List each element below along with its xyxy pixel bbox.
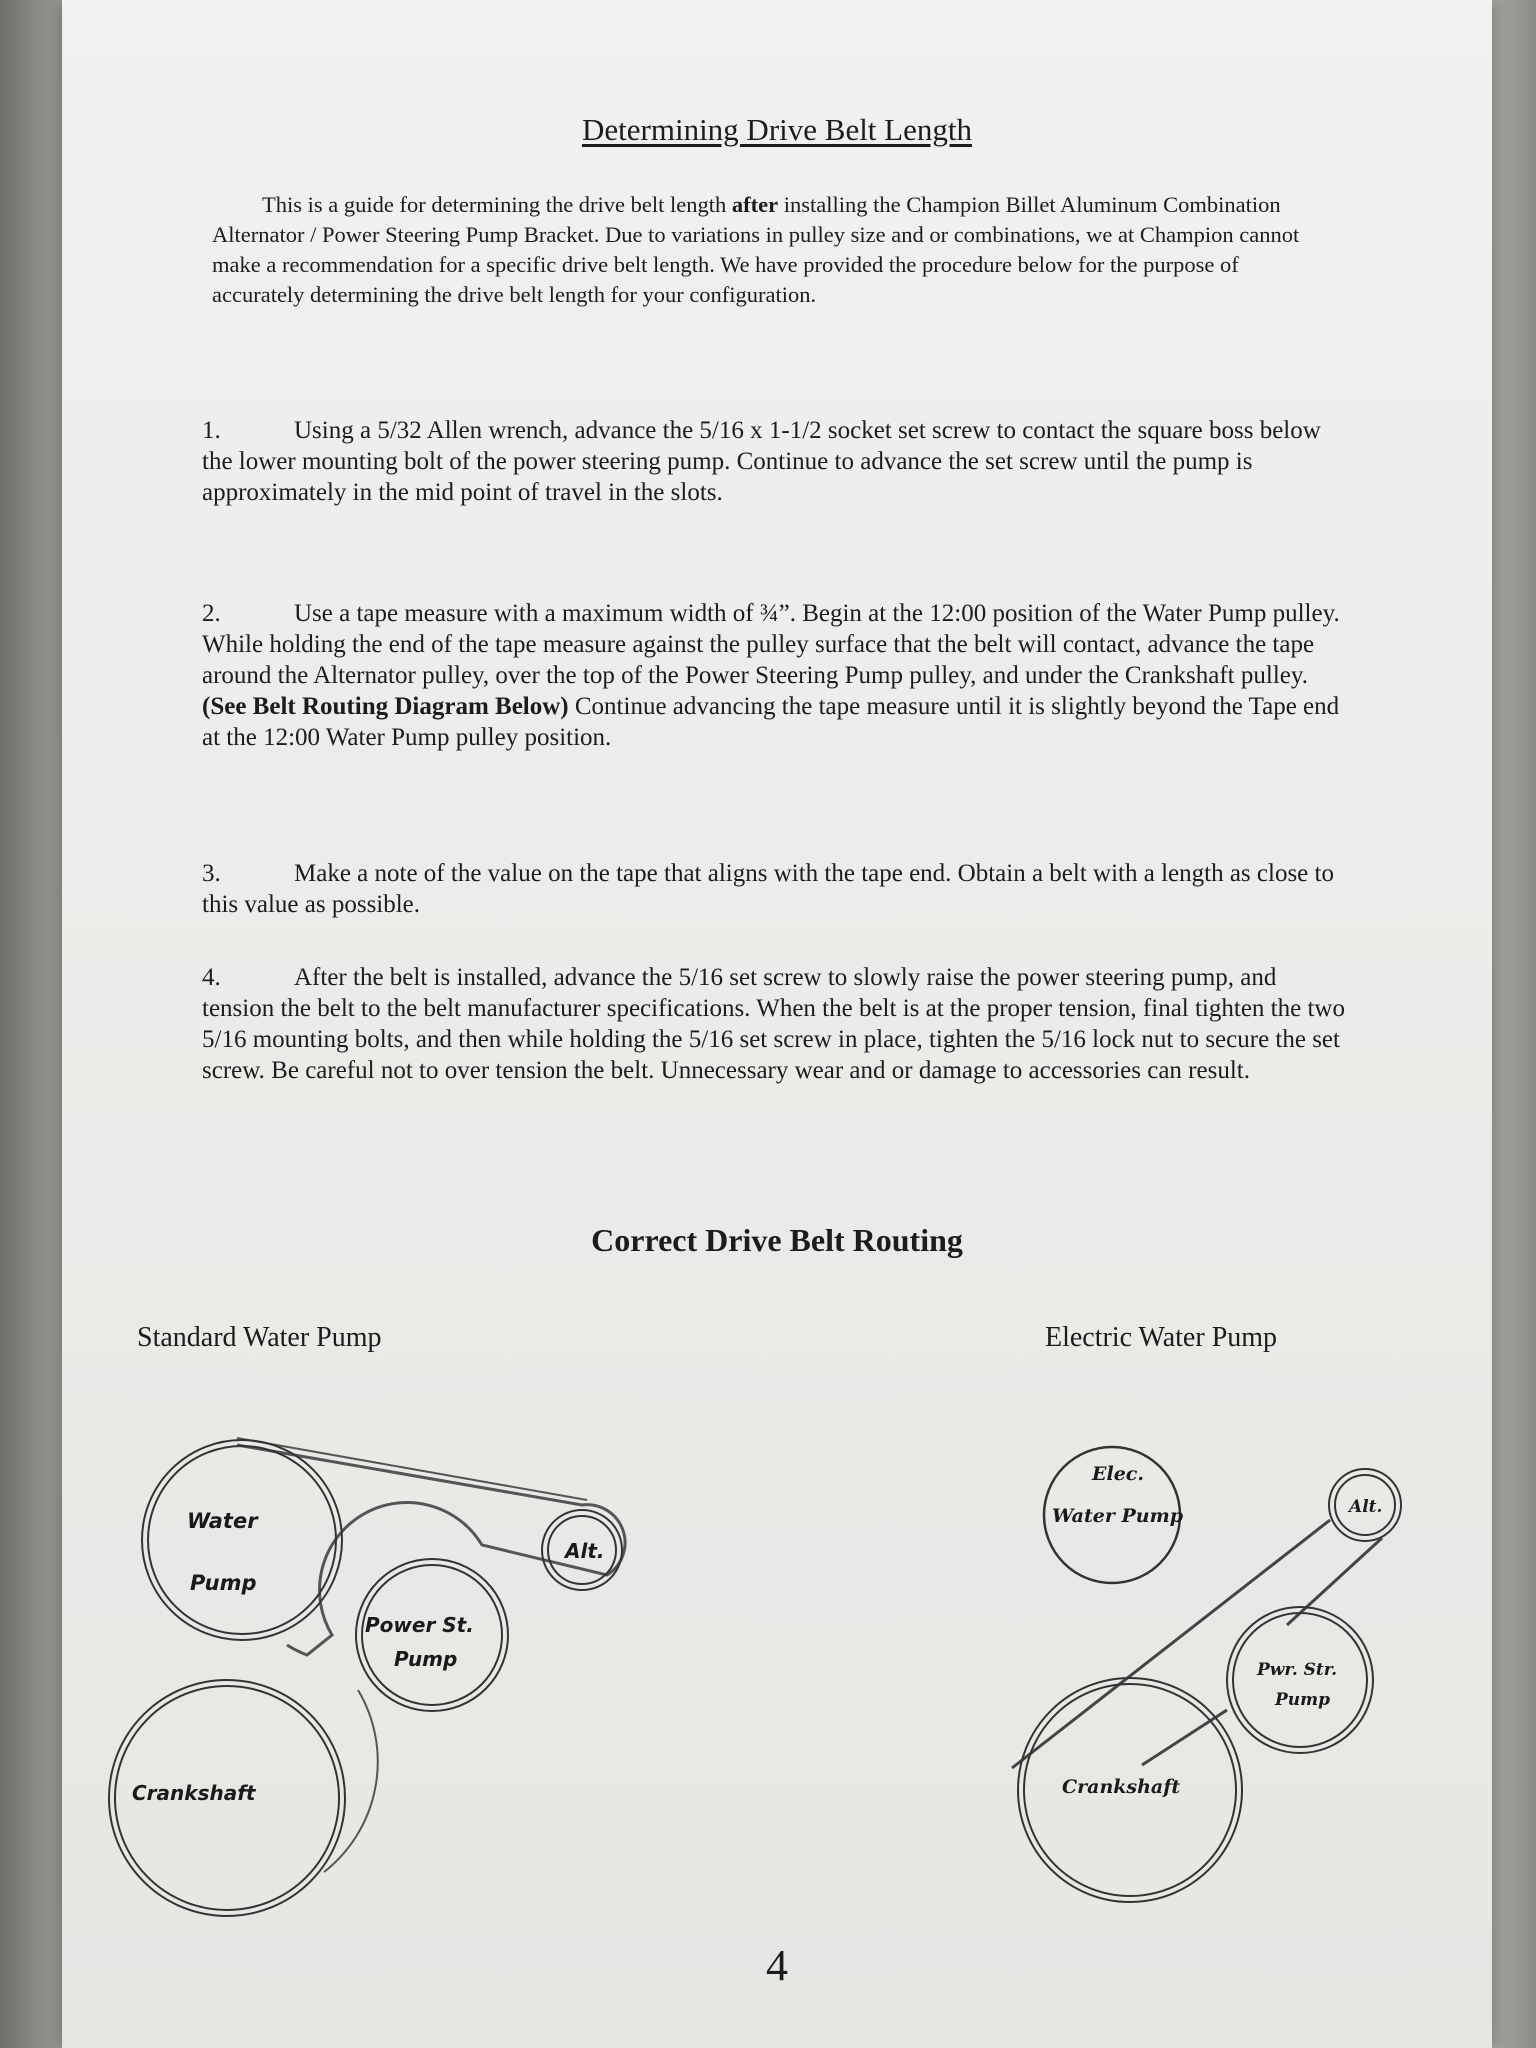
electric-belt-right <box>1287 1538 1382 1625</box>
electric-alt-label: Alt. <box>1349 1497 1383 1517</box>
intro-part1: This is a guide for determining the drive belt length <box>262 192 732 217</box>
electric-power-steering-label-2: Pump <box>1275 1690 1331 1710</box>
electric-crankshaft-label: Crankshaft <box>1062 1776 1181 1798</box>
standard-power-steering-label-1: Power St. <box>365 1613 474 1637</box>
electric-power-steering-label-1: Pwr. Str. <box>1257 1660 1338 1680</box>
step-text: Using a 5/32 Allen wrench, advance the 5/16 x 1-1/2 socket set screw to contact the square boss below the lower mounting bolt of the power steering pump. Continue to advance the set screw until the pump is approximately in the mid point of travel in the slots. <box>202 417 1321 506</box>
electric-diagram-label: Electric Water Pump <box>1045 1322 1278 1353</box>
electric-water-pump-label-2: Water Pump <box>1052 1505 1183 1527</box>
standard-alt-label: Alt. <box>565 1539 605 1563</box>
standard-water-pump-pulley <box>142 1440 342 1640</box>
electric-power-steering-pulley-inner <box>1233 1613 1367 1747</box>
document-page <box>62 0 1492 2048</box>
standard-diagram-label: Standard Water Pump <box>137 1322 382 1353</box>
step-number: 4. <box>202 964 221 991</box>
standard-water-pump-label-2: Pump <box>190 1571 257 1595</box>
page-number: 4 <box>766 1941 788 1990</box>
step-number: 1. <box>202 417 221 444</box>
standard-belt-lower <box>324 1690 378 1872</box>
step-4 <box>202 962 1352 1086</box>
intro-part2: installing the Champion Billet Aluminum Combination Alternator / Power Steering Pump Bracket. Due to variations in pulley size and or combinations, we at Champion cannot make a recommendation for a specific drive belt length. We have provided the procedure below for the purpose of accurately determining the drive belt length for your configuration. <box>212 192 1300 307</box>
routing-title: Correct Drive Belt Routing <box>591 1222 963 1258</box>
intro-emphasis: after <box>731 192 779 217</box>
electric-power-steering-pulley <box>1227 1607 1373 1753</box>
step-text: Use a tape measure with a maximum width of ¾”. Begin at the 12:00 position of the Water Pump pulley. While holding the end of the tape measure against the pulley surface that the belt will contact, advance the tape around the Alternator pulley, over the top of the Power Steering Pump pulley, and under the Crankshaft pulley. <box>202 600 1340 689</box>
step-number: 2. <box>202 600 221 627</box>
step-1 <box>202 415 1352 508</box>
electric-belt-bottom <box>1142 1710 1227 1765</box>
electric-water-pump-label-1: Elec. <box>1092 1463 1144 1485</box>
background-right <box>1492 0 1536 2048</box>
standard-power-steering-label-2: Pump <box>394 1647 458 1671</box>
belt-routing-diagram <box>62 1400 1492 1920</box>
step-text-after: Continue advancing the tape measure until it is slightly beyond the Tape end at the 12:00 Water Pump pulley position. <box>202 693 1340 751</box>
step-text: Make a note of the value on the tape that aligns with the tape end. Obtain a belt with a length as close to this value as possible. <box>202 860 1334 918</box>
step-2 <box>202 598 1352 753</box>
background-left <box>0 0 62 2048</box>
intro-paragraph <box>212 190 1312 310</box>
standard-water-pump-pulley-inner <box>148 1446 336 1634</box>
step-3 <box>202 858 1352 920</box>
step-text: After the belt is installed, advance the 5/16 set screw to slowly raise the power steering pump, and tension the belt to the belt manufacturer specifications. When the belt is at the proper tension, final tighten the two 5/16 mounting bolts, and then while holding the 5/16 set screw in place, tighten the 5/16 lock nut to secure the set screw. Be careful not to over tension the belt. Unnecessary wear and or damage to accessories can result. <box>202 964 1345 1084</box>
step-text-bold: (See Belt Routing Diagram Below) <box>202 693 569 720</box>
standard-water-pump-label-1: Water <box>187 1509 258 1533</box>
page-title: Determining Drive Belt Length <box>582 112 972 147</box>
standard-crankshaft-label: Crankshaft <box>132 1781 256 1805</box>
standard-belt-outer <box>237 1438 587 1500</box>
step-number: 3. <box>202 860 221 887</box>
